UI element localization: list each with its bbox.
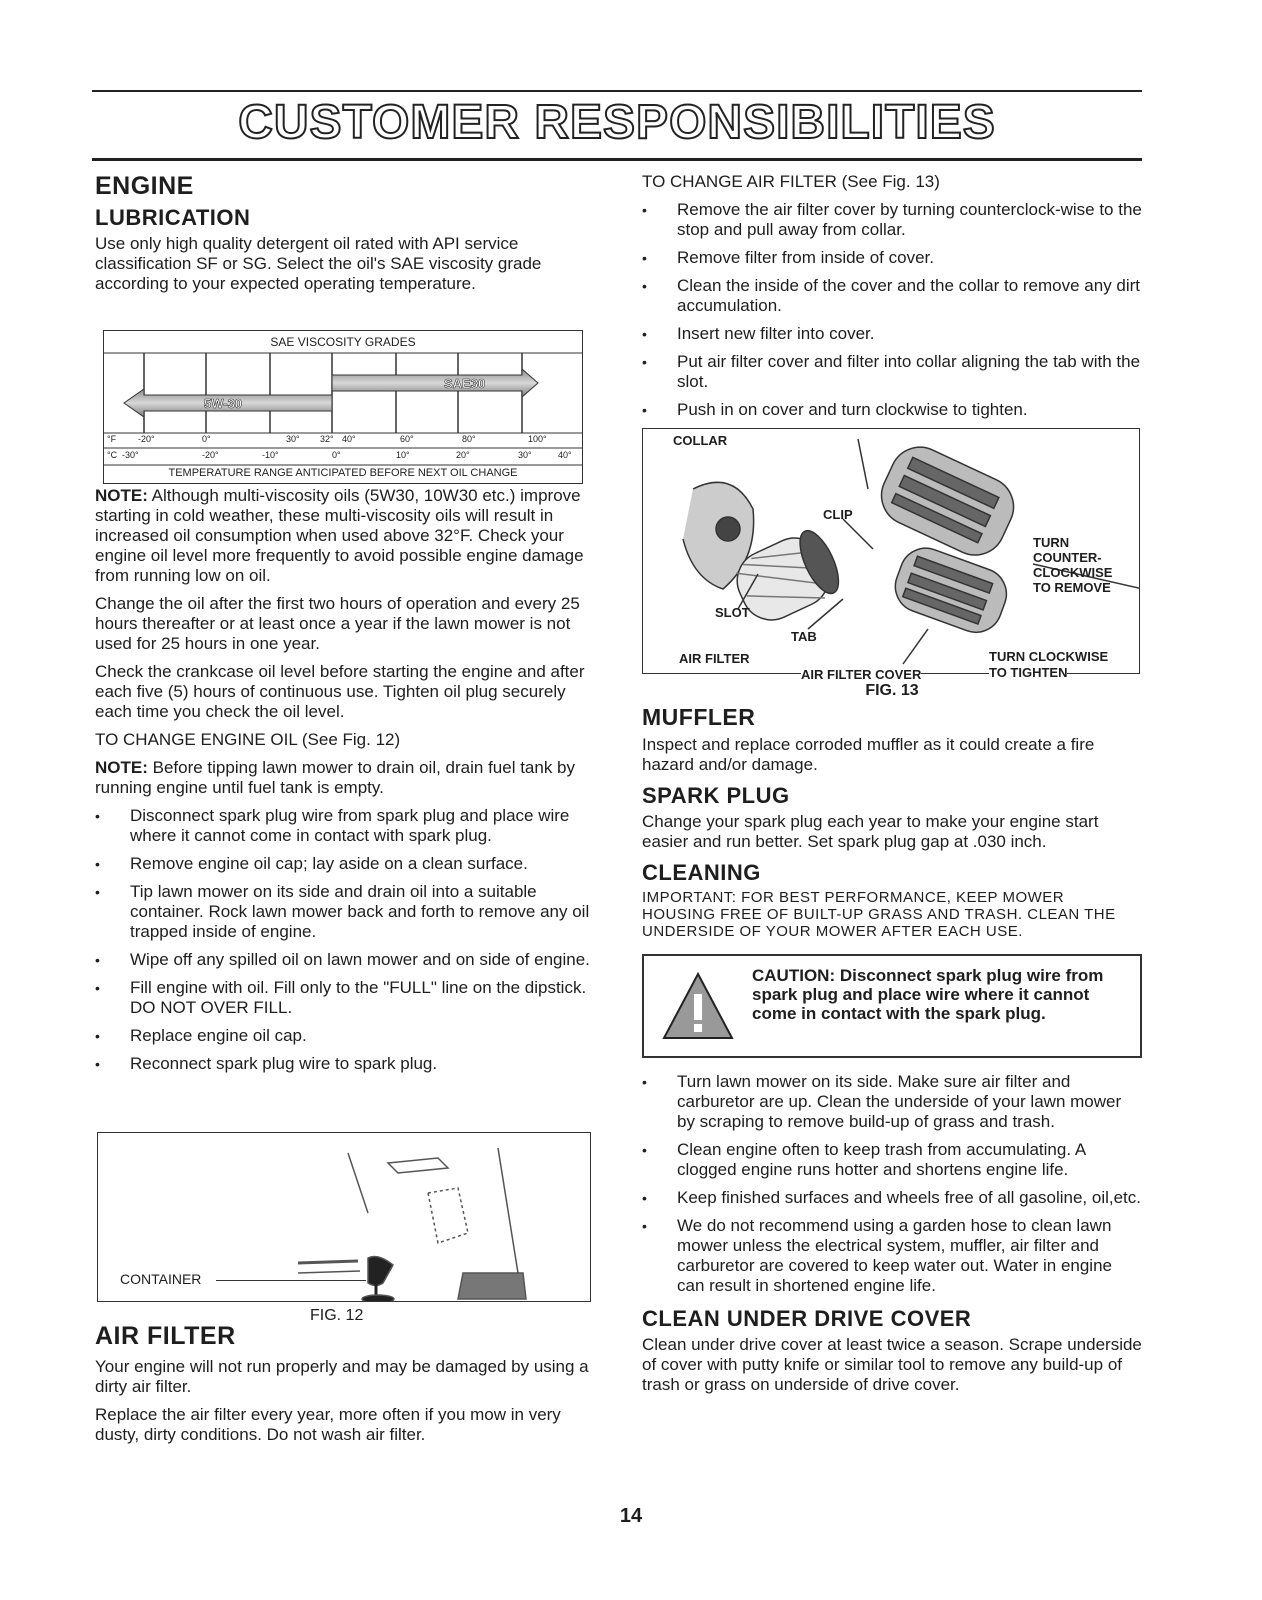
oil-note xyxy=(95,486,595,586)
turn-ccw-line2: COUNTER- xyxy=(1033,550,1102,565)
5w30-label: 5W-30 xyxy=(204,396,243,411)
f-tick: -20° xyxy=(138,434,155,444)
tab-label: TAB xyxy=(791,629,817,644)
list-item: • Tip lawn mower on its side and drain oil into a suitable container. Rock lawn mower back and forth to remove any oil trapped inside of engine. xyxy=(95,882,595,942)
turn-cw-line1: TURN CLOCKWISE xyxy=(989,649,1109,664)
warning-icon xyxy=(662,970,734,1042)
change-oil-paragraph: Change the oil after the first two hours of operation and every 25 hours thereafter or at least once a year if the lawn mower is not used for 25 hours in one year. xyxy=(95,594,580,653)
viscosity-chart-caption: TEMPERATURE RANGE ANTICIPATED BEFORE NEXT OIL CHANGE xyxy=(168,467,518,479)
air-filter-label: AIR FILTER xyxy=(679,651,750,666)
clip-label: CLIP xyxy=(823,507,853,522)
fig12-caption: FIG. 12 xyxy=(310,1307,364,1324)
c-tick: 20° xyxy=(456,450,470,460)
list-item: • Insert new filter into cover. xyxy=(642,324,1142,344)
list-item: • Keep finished surfaces and wheels free of all gasoline, oil,etc. xyxy=(642,1188,1142,1208)
fig13-illustration xyxy=(642,428,1140,682)
f-tick: 32° xyxy=(320,434,334,444)
container-label: CONTAINER xyxy=(120,1271,202,1287)
air-filter-para2: Replace the air filter every year, more often if you mow in very dusty, dirty conditions. Do not wash air filter. xyxy=(95,1405,561,1444)
to-change-engine-oil: TO CHANGE ENGINE OIL (See Fig. 12) xyxy=(95,730,401,749)
viscosity-chart-title: SAE VISCOSITY GRADES xyxy=(270,335,416,349)
lubrication-intro: Use only high quality detergent oil rated with API service classification SF or SG. Select the oil's SAE viscosity grade according to your expected operating temperature. xyxy=(95,234,542,293)
chart-grid xyxy=(144,353,522,433)
slot-label: SLOT xyxy=(715,605,750,620)
note-label: NOTE: xyxy=(95,486,148,505)
caution-box xyxy=(642,954,1142,1058)
top-rule xyxy=(92,90,1142,92)
turn-ccw-line3: CLOCKWISE xyxy=(1033,565,1113,580)
f-tick: 60° xyxy=(400,434,414,444)
air-filter-cover-label: AIR FILTER COVER xyxy=(801,667,922,682)
air-filter-para1: Your engine will not run properly and may be damaged by using a dirty air filter. xyxy=(95,1357,589,1396)
f-unit: °F xyxy=(107,434,117,444)
right-column xyxy=(642,172,1142,1403)
sae30-label: SAE30 xyxy=(444,376,486,391)
viscosity-chart xyxy=(103,330,583,484)
list-item: • Wipe off any spilled oil on lawn mower and on side of engine. xyxy=(95,950,595,970)
caution-text: CAUTION: Disconnect spark plug wire from spark plug and place wire where it cannot come in contact with the spark plug. xyxy=(752,966,1104,1023)
list-item: • Put air filter cover and filter into collar aligning the tab with the slot. xyxy=(642,352,1142,392)
c-tick: 40° xyxy=(558,450,572,460)
air-filter-steps xyxy=(642,200,1142,420)
list-item: • Replace engine oil cap. xyxy=(95,1026,595,1046)
note2-text: Before tipping lawn mower to drain oil, drain fuel tank by running engine until fuel tank is empty. xyxy=(95,758,576,797)
engine-heading: ENGINE xyxy=(95,172,194,200)
oil-change-steps xyxy=(95,806,595,1074)
title-rule xyxy=(92,158,1142,161)
c-tick: -30° xyxy=(122,450,139,460)
drive-cover-heading: CLEAN UNDER DRIVE COVER xyxy=(642,1306,972,1331)
list-item: • Clean engine often to keep trash from accumulating. A clogged engine runs hotter and shortens engine life. xyxy=(642,1140,1142,1180)
check-crankcase-paragraph: Check the crankcase oil level before starting the engine and after each five (5) hours of continuous use. Tighten oil plug securely each time you check the oil level. xyxy=(95,662,585,721)
f-tick: 100° xyxy=(528,434,547,444)
turn-ccw-line1: TURN xyxy=(1033,535,1070,550)
fahrenheit-row xyxy=(104,434,582,447)
c-tick: 0° xyxy=(332,450,341,460)
c-tick: 10° xyxy=(396,450,410,460)
c-tick: 30° xyxy=(518,450,532,460)
turn-cw-line2: TO TIGHTEN xyxy=(989,665,1068,680)
page-title: CUSTOMER RESPONSIBILITIES xyxy=(238,96,996,149)
air-filter-heading: AIR FILTER xyxy=(95,1322,236,1350)
f-tick: 0° xyxy=(202,434,211,444)
cleaning-important: IMPORTANT: FOR BEST PERFORMANCE, KEEP MOWER HOUSING FREE OF BUILT-UP GRASS AND TRASH. CLEAN THE UNDERSIDE OF YOUR MOWER AFTER EACH USE. xyxy=(642,889,1116,940)
list-item: • Reconnect spark plug wire to spark plug. xyxy=(95,1054,595,1074)
drive-cover-text: Clean under drive cover at least twice a season. Scrape underside of cover with putty knife or similar tool to remove any build-up of trash or grass on underside of drive cover. xyxy=(642,1335,1142,1394)
f-tick: 30° xyxy=(286,434,300,444)
list-item: • Fill engine with oil. Fill only to the "FULL" line on the dipstick. DO NOT OVER FILL. xyxy=(95,978,595,1018)
list-item: • Remove filter from inside of cover. xyxy=(642,248,1142,268)
fig12-illustration xyxy=(97,1132,591,1302)
list-item: • We do not recommend using a garden hose to clean lawn mower unless the electrical system, muffler, air filter and carburetor are covered to keep water out. Water in engine can result in shortened engine life. xyxy=(642,1216,1142,1296)
turn-ccw-line4: TO REMOVE xyxy=(1033,580,1111,595)
spark-plug-heading: SPARK PLUG xyxy=(642,783,790,808)
note2-label: NOTE: xyxy=(95,758,148,777)
c-unit: °C xyxy=(107,450,118,460)
spark-plug-text: Change your spark plug each year to make your engine start easier and run better. Set spark plug gap at .030 inch. xyxy=(642,812,1099,851)
c-tick: -20° xyxy=(202,450,219,460)
celsius-row xyxy=(104,450,582,463)
cleaning-heading: CLEANING xyxy=(642,860,761,885)
list-item: • Push in on cover and turn clockwise to tighten. xyxy=(642,400,1142,420)
page-number: 14 xyxy=(619,1505,643,1527)
list-item: • Turn lawn mower on its side. Make sure air filter and carburetor are up. Clean the underside of your lawn mower by scraping to remove build-up of grass and trash. xyxy=(642,1072,1142,1132)
f-tick: 40° xyxy=(342,434,356,444)
lubrication-heading: LUBRICATION xyxy=(95,205,251,230)
cleaning-steps xyxy=(642,1072,1142,1296)
list-item: • Remove the air filter cover by turning counterclock-wise to the stop and pull away from collar. xyxy=(642,200,1142,240)
to-change-air-filter: TO CHANGE AIR FILTER (See Fig. 13) xyxy=(642,172,940,191)
list-item: • Remove engine oil cap; lay aside on a clean surface. xyxy=(95,854,595,874)
container-leader xyxy=(216,1280,366,1281)
muffler-heading: MUFFLER xyxy=(642,704,756,730)
note-text: Although multi-viscosity oils (5W30, 10W30 etc.) improve starting in cold weather, these multi-viscosity oils will result in increased oil consumption when used above 32°F. Check your engine oil level more frequently to avoid possible engine damage from running low on oil. xyxy=(95,486,584,585)
list-item: • Clean the inside of the cover and the collar to remove any dirt accumulation. xyxy=(642,276,1142,316)
list-item: • Disconnect spark plug wire from spark plug and place wire where it cannot come in contact with spark plug. xyxy=(95,806,595,846)
sae30-bar xyxy=(332,369,538,397)
f-tick: 80° xyxy=(462,434,476,444)
fig13-caption: FIG. 13 xyxy=(865,682,919,699)
muffler-text: Inspect and replace corroded muffler as it could create a fire hazard and/or damage. xyxy=(642,735,1095,774)
collar-label: COLLAR xyxy=(673,433,728,448)
left-column xyxy=(95,172,595,1444)
tipping-note xyxy=(95,758,595,798)
c-tick: -10° xyxy=(262,450,279,460)
